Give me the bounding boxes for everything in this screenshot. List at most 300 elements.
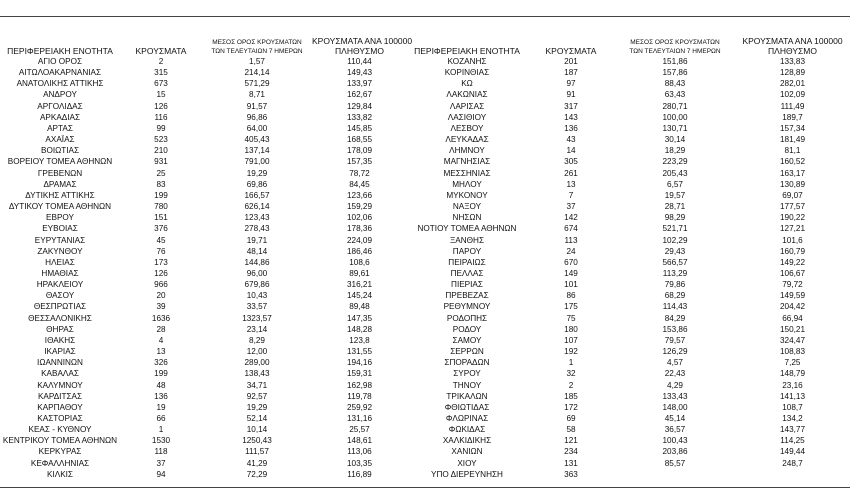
left-cases-value: 199 [154, 369, 168, 379]
right-region-name: ΜΗΛΟΥ [452, 179, 482, 189]
left-cases-value: 126 [154, 268, 168, 278]
right-avg7-value: 4,29 [667, 380, 683, 390]
table-row [0, 279, 850, 290]
left-per100k-value: 162,67 [346, 90, 373, 100]
right-cases-value: 7 [568, 190, 574, 200]
right-cases-value: 24 [566, 246, 576, 256]
table-row [0, 435, 850, 446]
right-per100k-value: 101,6 [782, 235, 803, 245]
left-cases-value: 15 [156, 90, 166, 100]
left-avg7-value: 626,14 [244, 202, 270, 212]
left-per100k-value: 103,35 [346, 458, 373, 468]
left-per100k-value: 149,43 [346, 68, 373, 78]
right-avg7-value: 19,57 [664, 190, 686, 200]
right-avg7-value: 157,86 [662, 68, 688, 78]
right-region-name: ΛΑΣΙΘΙΟΥ [447, 112, 487, 122]
table-row [0, 123, 850, 134]
right-avg7-value: 133,43 [662, 391, 688, 401]
right-cases-value: 261 [564, 168, 578, 178]
right-cases-value: 670 [564, 257, 578, 267]
right-avg7-value: 18,29 [664, 146, 686, 156]
left-avg7-value: 96,00 [246, 268, 268, 278]
table-row [0, 380, 850, 391]
left-avg7-value: 19,71 [246, 235, 268, 245]
left-avg7-value: 10,43 [246, 291, 268, 301]
right-per100k-value: 102,09 [779, 90, 806, 100]
left-cases-value: 931 [154, 157, 168, 167]
left-per100k-value: 110,44 [347, 57, 372, 66]
right-cases-value: 201 [564, 57, 578, 66]
right-region-name: ΦΩΚΙΔΑΣ [448, 425, 486, 435]
left-cases-value: 116 [154, 112, 168, 122]
right-cases-value: 101 [564, 280, 578, 290]
left-per100k-value: 123,8 [349, 335, 370, 345]
right-per100k-value: 163,17 [779, 168, 806, 178]
right-cases-value: 187 [564, 68, 578, 78]
left-per100k-value: 162,98 [346, 380, 373, 390]
left-cases-value: 210 [154, 146, 168, 156]
right-cases-value: 143 [564, 112, 578, 122]
right-per100k-value: 141,13 [779, 391, 806, 401]
right-region-name: ΛΑΚΩΝΙΑΣ [446, 90, 488, 100]
left-avg7-value: 96,86 [246, 112, 268, 122]
right-region-name: ΚΟΖΑΝΗΣ [447, 57, 487, 66]
table-row [0, 424, 850, 435]
left-per100k-value: 145,24 [346, 291, 373, 301]
left-per100k-value: 148,61 [346, 436, 373, 446]
table-row [0, 168, 850, 179]
right-region-name: ΛΗΜΝΟΥ [449, 146, 485, 156]
left-avg7-value: 8,71 [249, 90, 265, 100]
left-per100k-value: 108,6 [349, 257, 370, 267]
right-per100k-value: 114,25 [780, 436, 805, 446]
right-per100k-value: 108,83 [779, 347, 806, 357]
left-region-name: ΔΥΤΙΚΗΣ ΑΤΤΙΚΗΣ [25, 190, 95, 200]
right-per100k-value: 204,42 [779, 302, 806, 312]
right-per100k-value: 149,59 [779, 291, 806, 301]
left-per100k-value: 102,06 [346, 213, 373, 223]
table-row [0, 290, 850, 301]
table-row [0, 391, 850, 402]
left-region-name: ΚΕΦΑΛΛΗΝΙΑΣ [30, 458, 90, 468]
right-avg7-value: 84,29 [664, 313, 686, 323]
right-per100k-value: 134,2 [782, 414, 803, 423]
left-cases-value: 136 [154, 391, 168, 401]
right-avg7-value: 223,29 [662, 157, 688, 167]
col-header-per100k-2: ΚΡΟΥΣΜΑΤΑ ΑΝΑ 100000 ΠΛΗΘΥΣΜΟ [742, 36, 843, 56]
left-region-name: ΑΡΓΟΛΙΔΑΣ [37, 101, 83, 111]
left-avg7-value: 166,57 [244, 190, 270, 200]
right-per100k-value: 106,67 [779, 268, 806, 278]
left-per100k-value: 133,97 [346, 79, 373, 89]
right-cases-value: 136 [564, 123, 578, 133]
right-region-name: ΜΕΣΣΗΝΙΑΣ [443, 168, 491, 178]
cases-table [0, 34, 850, 480]
right-per100k-value: 133,83 [779, 57, 806, 66]
left-cases-value: 1530 [151, 436, 171, 446]
left-cases-value: 25 [156, 168, 166, 178]
col-header-region: ΠΕΡΙΦΕΡΕΙΑΚΗ ΕΝΟΤΗΤΑ [7, 46, 113, 56]
left-region-name: ΕΥΡΥΤΑΝΙΑΣ [34, 235, 86, 245]
left-region-name: ΔΡΑΜΑΣ [43, 179, 77, 189]
right-region-name: ΚΩ [461, 79, 473, 89]
left-per100k-value: 78,72 [349, 168, 370, 178]
left-avg7-value: 791,00 [244, 157, 270, 167]
left-avg7-value: 144,86 [244, 257, 270, 267]
table-row [0, 335, 850, 346]
left-per100k-value: 145,85 [346, 123, 373, 133]
right-region-name: ΜΑΓΝΗΣΙΑΣ [443, 157, 491, 167]
right-avg7-value: 79,86 [664, 280, 686, 290]
right-per100k-value: 148,79 [779, 369, 806, 379]
right-per100k-value: 69,07 [782, 190, 803, 200]
right-avg7-value: 68,29 [664, 291, 686, 301]
right-cases-value: 69 [566, 414, 576, 423]
left-region-name: ΕΥΒΟΙΑΣ [42, 224, 78, 234]
right-cases-value: 674 [564, 224, 578, 234]
left-region-name: ΚΑΒΑΛΑΣ [41, 369, 79, 379]
table-row [0, 190, 850, 201]
right-per100k-value: 190,22 [779, 213, 806, 223]
right-region-name: ΦΘΙΩΤΙΔΑΣ [444, 402, 490, 412]
table-row [0, 67, 850, 78]
right-per100k-value: 7,25 [784, 358, 801, 368]
right-region-name: ΞΑΝΘΗΣ [449, 235, 485, 245]
left-cases-value: 39 [156, 302, 166, 312]
left-cases-value: 4 [158, 335, 164, 345]
right-region-name: ΚΟΡΙΝΘΙΑΣ [444, 68, 490, 78]
right-region-name: ΠΑΡΟΥ [452, 246, 482, 256]
left-per100k-value: 159,31 [346, 369, 373, 379]
col-header-avg7-2: ΜΕΣΟΣ ΟΡΟΣ ΚΡΟΥΣΜΑΤΩΝ ΤΩΝ ΤΕΛΕΥΤΑΙΩΝ 7 ΗΜΕΡΩΝ [629, 39, 721, 55]
table-row [0, 346, 850, 357]
left-region-name: ΚΕΡΚΥΡΑΣ [38, 447, 82, 457]
left-cases-value: 76 [156, 246, 166, 256]
left-region-name: ΚΑΡΔΙΤΣΑΣ [37, 391, 83, 401]
left-cases-value: 19 [156, 402, 166, 412]
left-cases-value: 966 [154, 280, 168, 290]
right-avg7-value: 130,71 [662, 123, 688, 133]
right-region-name: ΠΕΙΡΑΙΩΣ [448, 257, 486, 267]
table-row [0, 235, 850, 246]
left-avg7-value: 10,14 [246, 425, 268, 435]
right-region-name: ΤΗΝΟΥ [452, 380, 482, 390]
left-avg7-value: 214,14 [244, 68, 270, 78]
right-avg7-value: 148,00 [662, 402, 688, 412]
right-region-name: ΦΛΩΡΙΝΑΣ [445, 414, 489, 423]
left-avg7-value: 48,14 [246, 246, 268, 256]
right-avg7-value: 30,14 [664, 135, 686, 145]
left-region-name: ΘΑΣΟΥ [45, 291, 75, 301]
right-cases-value: 107 [564, 335, 578, 345]
table-row [0, 156, 850, 167]
table-row [0, 402, 850, 413]
right-cases-value: 317 [564, 101, 578, 111]
left-region-name: ΚΑΣΤΟΡΙΑΣ [37, 414, 83, 423]
left-cases-value: 376 [154, 224, 168, 234]
right-region-name: ΝΗΣΩΝ [452, 213, 482, 223]
col-header-cases: ΚΡΟΥΣΜΑΤΑ [135, 46, 187, 56]
left-per100k-value: 194,16 [346, 358, 373, 368]
right-cases-value: 180 [564, 324, 578, 334]
table-row [0, 446, 850, 457]
right-cases-value: 37 [566, 202, 576, 212]
left-region-name: ΔΥΤΙΚΟΥ ΤΟΜΕΑ ΑΘΗΝΩΝ [8, 202, 112, 212]
left-cases-value: 66 [156, 414, 166, 423]
table-row [0, 134, 850, 145]
left-per100k-value: 131,16 [346, 414, 373, 423]
left-region-name: ΙΩΑΝΝΙΝΩΝ [37, 358, 83, 368]
right-cases-value: 75 [566, 313, 576, 323]
right-avg7-value: 79,57 [664, 335, 686, 345]
left-per100k-value: 186,46 [346, 246, 373, 256]
right-avg7-value: 63,43 [664, 90, 686, 100]
left-cases-value: 151 [154, 213, 168, 223]
table-row [0, 257, 850, 268]
table-row [0, 145, 850, 156]
left-region-name: ΚΑΡΠΑΘΟΥ [37, 402, 83, 412]
left-region-name: ΚΙΛΚΙΣ [46, 469, 73, 479]
left-region-name: ΑΝΔΡΟΥ [43, 90, 77, 100]
table-row [0, 56, 850, 67]
right-per100k-value: 128,89 [779, 68, 806, 78]
left-cases-value: 523 [154, 135, 168, 145]
left-avg7-value: 34,71 [246, 380, 268, 390]
left-avg7-value: 52,14 [246, 414, 268, 423]
right-region-name: ΥΠΟ ΔΙΕΡΕΥΝΗΣΗ [431, 469, 503, 479]
table-row [0, 89, 850, 100]
right-region-name: ΣΑΜΟΥ [452, 335, 482, 345]
left-cases-value: 99 [156, 123, 166, 133]
right-region-name: ΠΙΕΡΙΑΣ [451, 280, 483, 290]
left-avg7-value: 92,57 [246, 391, 268, 401]
right-region-name: ΝΑΞΟΥ [452, 202, 482, 212]
right-avg7-value: 114,43 [662, 302, 688, 312]
left-avg7-value: 72,29 [246, 469, 268, 479]
right-region-name: ΛΕΥΚΑΔΑΣ [445, 135, 489, 145]
left-region-name: ΚΕΝΤΡΙΚΟΥ ΤΟΜΕΑ ΑΘΗΝΩΝ [2, 436, 118, 446]
table-row [0, 101, 850, 112]
right-avg7-value: 151,86 [662, 57, 688, 66]
left-per100k-value: 316,21 [346, 280, 373, 290]
left-region-name: ΗΜΑΘΙΑΣ [41, 268, 79, 278]
left-avg7-value: 12,00 [246, 347, 268, 357]
left-per100k-value: 123,66 [346, 190, 373, 200]
right-avg7-value: 102,29 [662, 235, 688, 245]
left-avg7-value: 405,43 [244, 135, 270, 145]
left-per100k-value: 113,06 [347, 447, 372, 457]
left-region-name: ΑΡΚΑΔΙΑΣ [39, 112, 81, 122]
left-cases-value: 94 [156, 469, 166, 479]
left-cases-value: 13 [156, 347, 166, 357]
right-avg7-value: 566,57 [662, 257, 688, 267]
left-cases-value: 20 [156, 291, 166, 301]
right-region-name: ΝΟΤΙΟΥ ΤΟΜΕΑ ΑΘΗΝΩΝ [417, 224, 517, 234]
right-region-name: ΣΕΡΡΩΝ [450, 347, 484, 357]
left-avg7-value: 278,43 [244, 224, 270, 234]
right-avg7-value: 4,57 [667, 358, 683, 368]
right-region-name: ΡΟΔΟΥ [452, 324, 482, 334]
left-per100k-value: 84,45 [349, 179, 370, 189]
col-header-region-2: ΠΕΡΙΦΕΡΕΙΑΚΗ ΕΝΟΤΗΤΑ [414, 46, 520, 56]
left-per100k-value: 178,36 [346, 224, 373, 234]
left-per100k-value: 89,61 [349, 268, 370, 278]
right-cases-value: 32 [566, 369, 576, 379]
right-cases-value: 97 [566, 79, 576, 89]
table-row [0, 201, 850, 212]
right-cases-value: 43 [566, 135, 576, 145]
right-cases-value: 91 [566, 90, 576, 100]
left-per100k-value: 89,48 [349, 302, 370, 312]
left-per100k-value: 148,28 [346, 324, 373, 334]
right-avg7-value: 113,29 [662, 268, 688, 278]
left-avg7-value: 1250,43 [242, 436, 272, 446]
right-region-name: ΧΙΟΥ [457, 458, 477, 468]
right-per100k-value [735, 469, 850, 480]
left-per100k-value: 147,35 [346, 313, 373, 323]
left-avg7-value: 111,57 [245, 447, 269, 457]
right-cases-value: 113 [564, 235, 578, 245]
right-per100k-value: 181,49 [779, 135, 806, 145]
right-cases-value: 142 [564, 213, 578, 223]
left-per100k-value: 259,92 [346, 402, 373, 412]
left-per100k-value: 116,89 [347, 469, 372, 479]
col-header-per100k: ΚΡΟΥΣΜΑΤΑ ΑΝΑ 100000 ΠΛΗΘΥΣΜΟ [312, 36, 413, 56]
right-per100k-value: 324,47 [779, 335, 806, 345]
left-region-name: ΗΛΕΙΑΣ [45, 257, 75, 267]
left-avg7-value: 64,00 [246, 123, 268, 133]
right-per100k-value: 248,7 [782, 458, 803, 468]
right-avg7-value: 100,43 [662, 436, 688, 446]
left-region-name: ΗΡΑΚΛΕΙΟΥ [36, 280, 84, 290]
left-region-name: ΒΟΡΕΙΟΥ ΤΟΜΕΑ ΑΘΗΝΩΝ [7, 157, 113, 167]
left-avg7-value: 137,14 [244, 146, 270, 156]
left-avg7-value: 19,29 [246, 168, 268, 178]
right-cases-value: 1 [568, 358, 574, 368]
right-per100k-value: 130,89 [779, 179, 806, 189]
left-region-name: ΖΑΚΥΝΘΟΥ [37, 246, 83, 256]
left-avg7-value: 41,29 [246, 458, 268, 468]
right-per100k-value: 149,44 [779, 447, 806, 457]
right-cases-value: 363 [564, 469, 578, 479]
left-region-name: ΕΒΡΟΥ [46, 213, 74, 223]
table-row [0, 324, 850, 335]
right-per100k-value: 111,49 [780, 101, 805, 111]
right-per100k-value: 23,16 [782, 380, 803, 390]
right-avg7-value: 88,43 [664, 79, 686, 89]
left-cases-value: 126 [154, 101, 168, 111]
right-region-name: ΡΕΘΥΜΝΟΥ [443, 302, 491, 312]
right-avg7-value: 28,71 [664, 202, 686, 212]
right-per100k-value: 189,7 [782, 112, 803, 122]
right-cases-value: 172 [564, 402, 578, 412]
table-row [0, 413, 850, 424]
right-per100k-value: 127,21 [779, 224, 806, 234]
right-region-name: ΛΑΡΙΣΑΣ [449, 101, 485, 111]
table-row [0, 313, 850, 324]
left-region-name: ΑΧΑΪΑΣ [45, 135, 75, 145]
left-cases-value: 1 [158, 425, 164, 435]
right-avg7-value: 126,29 [662, 347, 688, 357]
col-header-avg7: ΜΕΣΟΣ ΟΡΟΣ ΚΡΟΥΣΜΑΤΩΝ ΤΩΝ ΤΕΛΕΥΤΑΙΩΝ 7 ΗΜΕΡΩΝ [211, 39, 303, 55]
left-cases-value: 83 [156, 179, 166, 189]
right-avg7-value [615, 469, 735, 480]
table-row [0, 179, 850, 190]
left-per100k-value: 129,84 [346, 101, 373, 111]
left-avg7-value: 69,86 [246, 179, 268, 189]
left-per100k-value: 178,09 [346, 146, 373, 156]
right-cases-value: 131 [564, 458, 578, 468]
right-per100k-value: 66,94 [782, 313, 803, 323]
left-region-name: ΚΑΛΥΜΝΟΥ [37, 380, 83, 390]
right-region-name: ΠΡΕΒΕΖΑΣ [445, 291, 489, 301]
right-per100k-value: 150,21 [779, 324, 806, 334]
right-region-name: ΛΕΣΒΟΥ [450, 123, 484, 133]
left-per100k-value: 119,78 [347, 391, 372, 401]
right-region-name: ΧΑΛΚΙΔΙΚΗΣ [442, 436, 492, 446]
right-avg7-value: 521,71 [662, 224, 688, 234]
left-region-name: ΑΡΤΑΣ [47, 123, 73, 133]
right-region-name: ΠΕΛΛΑΣ [450, 268, 484, 278]
right-cases-value: 192 [564, 347, 578, 357]
table-row [0, 223, 850, 234]
right-avg7-value: 29,43 [664, 246, 686, 256]
left-cases-value: 326 [154, 358, 168, 368]
right-per100k-value: 81,1 [784, 146, 801, 156]
left-avg7-value: 289,00 [244, 358, 270, 368]
bottom-rule [0, 487, 850, 488]
right-region-name: ΡΟΔΟΠΗΣ [446, 313, 488, 323]
right-cases-value: 2 [568, 380, 574, 390]
left-avg7-value: 91,57 [246, 101, 268, 111]
left-region-name: ΒΟΙΩΤΙΑΣ [40, 146, 80, 156]
left-cases-value: 199 [154, 190, 168, 200]
right-cases-value: 234 [564, 447, 578, 457]
right-avg7-value: 98,29 [664, 213, 686, 223]
left-cases-value: 315 [154, 68, 168, 78]
left-avg7-value: 138,43 [244, 369, 270, 379]
left-region-name: ΘΗΡΑΣ [46, 324, 74, 334]
table-row [0, 112, 850, 123]
table-row [0, 357, 850, 368]
left-cases-value: 173 [154, 257, 168, 267]
right-region-name: ΣΠΟΡΑΔΩΝ [444, 358, 490, 368]
right-cases-value: 149 [564, 268, 578, 278]
left-avg7-value: 679,86 [244, 280, 270, 290]
left-avg7-value: 1323,57 [242, 313, 272, 323]
table-row [0, 458, 850, 469]
table-row [0, 268, 850, 279]
left-cases-value: 37 [156, 458, 166, 468]
right-per100k-value: 149,22 [779, 257, 806, 267]
left-avg7-value: 571,29 [244, 79, 270, 89]
left-avg7-value: 123,43 [244, 213, 270, 223]
right-cases-value: 121 [564, 436, 578, 446]
right-avg7-value: 22,43 [664, 369, 686, 379]
left-cases-value: 780 [154, 202, 168, 212]
left-per100k-value: 133,82 [346, 112, 373, 122]
left-cases-value: 1636 [151, 313, 171, 323]
right-avg7-value: 6,57 [667, 179, 683, 189]
right-avg7-value: 203,86 [662, 447, 688, 457]
left-avg7-value: 19,29 [246, 402, 268, 412]
right-region-name: ΤΡΙΚΑΛΩΝ [446, 391, 488, 401]
left-region-name: ΑΙΤΩΛΟΑΚΑΡΝΑΝΙΑΣ [18, 68, 102, 78]
table-header [0, 34, 850, 56]
right-per100k-value: 282,01 [779, 79, 806, 89]
left-cases-value: 45 [156, 235, 166, 245]
left-per100k-value: 168,55 [346, 135, 373, 145]
